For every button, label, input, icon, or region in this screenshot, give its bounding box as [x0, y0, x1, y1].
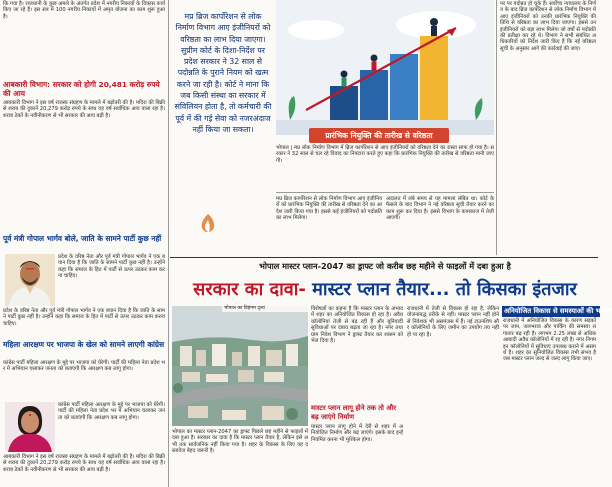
master-plan-subhead: मास्टर प्लान लागू होने तक तो और बढ़ जाएंगे निर्माण [311, 404, 397, 421]
left-headline-excise: आबकारी विभाग: सरकार को होगी 20,481 करोड़ रुपये की आय [3, 80, 160, 98]
master-plan-col2b: मास्टर प्लान लागू होने में देरी से शहर में अनियोजित निर्माण और बढ़ जाएंगे। इसके बाद इन्हें नियमित करना भी मुश्किल होगा। [311, 424, 403, 443]
pullquote-box [172, 0, 274, 212]
left-text-women-more: कांग्रेस पार्टी महिला आरक्षण के मुद्दे पर भाजपा को घेरेगी। पार्टी की महिला नेता प्रदेश भर में अभियान चलाकर जनता को बताएंगी कि आरक्षण कब लागू होगा। [58, 402, 165, 421]
bhopal-aerial-photo [172, 306, 308, 426]
left-text-excise: आबकारी विभाग ने इस वर्ष राजस्व संग्रहण के मामले में बढ़ोतरी की है। मदिरा की बिक्री से शराब की दुकानें 20,279 करोड़ रुपये के साथ यह वर्ष सर्वाधिक आय वाला रहा है। शराब ठेकों के नवीनीकरण से भी सरकार की आय बढ़ी है। [3, 100, 165, 119]
left-column-divider [168, 0, 169, 487]
master-plan-col3: राजधानी में तेजी से विकास हो रहा है, लेकिन योजनाबद्ध तरीके से नहीं। मास्टर प्लान नहीं होने से निवेशक भी असमंजस में हैं। नई टाउनशिप और कॉलोनियों के लिए जमीन का उपयोग तय नहीं हो पा रहा है। [407, 306, 499, 338]
woman-photo [5, 402, 55, 452]
seniority-col1: मप्र ब्रिज कार्पोरेशन से लोक निर्माण विभाग आए इंजीनियरों को प्रारंभिक नियुक्ति की तारीख से वरिष्ठता देने का आदेश जारी किया गया है। इससे कई इंजीनियरों को पदोन्नति का लाभ मिलेगा। [276, 196, 382, 222]
aerial-photo-caption: भोपाल का विहंगम दृश्य [222, 306, 310, 312]
left-text-bhargav: प्रदेश के वरिष्ठ नेता और पूर्व मंत्री गोपाल भार्गव ने एक बयान दिया है कि जाति के सामने पार्टी कुछ नहीं है। उन्होंने कहा कि समाज के हित में पार्टी से ऊपर उठकर काम करना चाहिए। [58, 254, 165, 280]
master-plan-col2: विशेषज्ञों का कहना है कि मास्टर प्लान के अभाव में शहर का अनियोजित विकास हो रहा है। अवैध कॉलोनियां तेजी से बढ़ रही हैं और बुनियादी सुविधाओं पर दबाव बढ़ता जा रहा है। नगर तथा ग्राम निवेश विभाग ने ड्राफ्ट तैयार कर शासन को भेज दिया है। [311, 306, 403, 345]
left-headline-women: महिला आरक्षण पर भाजपा के खेल को सामने लाएगी कांग्रेस [3, 340, 165, 349]
seniority-banner-text: प्रारंभिक नियुक्ति की तारीख से वरिष्ठता [325, 131, 433, 140]
master-plan-headline-red: सरकार का दावा- [193, 279, 306, 300]
master-plan-col1: भोपाल का मास्टर प्लान-2047 का ड्राफ्ट पिछले छह महीने से फाइलों में दबा हुआ है। सरकार का दावा है कि मास्टर प्लान तैयार है, लेकिन इसे अभी तक सार्वजनिक नहीं किया गया है। शहर के विकास के लिए यह दस्तावेज बेहद जरूरी है। [172, 429, 308, 455]
side-box-headline: अनियोजित विकास से समस्याओं की भरमार [504, 307, 612, 315]
bhargav-photo [5, 254, 55, 306]
seniority-col2: अदालत में लंबे समय से यह मामला लंबित था। कोर्ट के फैसले के बाद विभाग ने नई वरिष्ठता सूची तैयार करने का काम शुरू कर दिया है। इससे विभाग के कामकाज में तेजी आएगी। [386, 196, 494, 222]
seniority-lead-rule [276, 192, 494, 193]
left-text-women: कांग्रेस पार्टी महिला आरक्षण के मुद्दे पर भाजपा को घेरेगी। पार्टी की महिला नेता प्रदेश भर में अभियान चलाकर जनता को बताएंगी कि आरक्षण कब लागू होगा। [3, 360, 165, 373]
left-top-text: कि गया है। राजधानी के कुछ अमले के अंतर्गत प्रदेश में नगरीय निकायों के विकास कार्य किए जा रहे हैं। इस सत्र में 100 नगरीय निकायों में अमृत योजना का काम शुरू हुआ है। [3, 1, 165, 20]
left-text-bhargav-more: प्रदेश के वरिष्ठ नेता और पूर्व मंत्री गोपाल भार्गव ने एक बयान दिया है कि जाति के सामने पार्टी कुछ नहीं है। उन्होंने कहा कि समाज के हित में पार्टी से ऊपर उठकर काम करना चाहिए। [3, 308, 165, 327]
master-plan-kicker: भोपाल मास्टर प्लान-2047 का ड्राफ्ट जो करीब छह महीने से फाइलों में दबा हुआ है [259, 261, 511, 271]
master-plan-headline-main: मास्टर प्लान तैयार... तो किसका इंतजार [305, 279, 577, 300]
left-headline-bhargav: पूर्व मंत्री गोपाल भार्गव बोले, जाति के सामने पार्टी कुछ नहीं [3, 234, 162, 243]
side-box-text: राजधानी में अनियोजित विकास के कारण सड़कों पर जाम, जलभराव और पार्किंग की समस्या लगातार बढ़ रही है। लगभग 2.25 लाख से अधिक आबादी अवैध कॉलोनियों में रह रही है। नगर निगम इन कॉलोनियों में सुविधाएं उपलब्ध कराने में असमर्थ है। शहर का सुनियोजित विकास तभी संभव है जब मास्टर प्लान जल्द से जल्द लागू किया जाए। [503, 318, 596, 363]
seniority-banner [309, 128, 449, 143]
pullquote-ornament [196, 212, 220, 234]
pullquote-text: मप्र ब्रिज कार्पोरेशन से लोक निर्माण विभाग आए इंजीनियरों को वरिष्ठता का लाभ दिया जाएगा। सुप्रीम कोर्ट के दिशा-निर्देश पर प्रदेश सरकार ने 32 साल से पदोन्नति के पुराने नियम को खत्म करने जा रही है। कोर्ट ने माना कि जब किसी संस्था का सरकार में संविलियन होता है, तो कर्मचारी की पूर्व में की गई सेवा को नजरअंदाज नहीं किया जा सकता। [174, 12, 272, 134]
right-column-text: पर पर पदोन्नत हो चुके हैं। सर्वोच्च न्यायालय के निर्णय के बाद ब्रिज कार्पोरेशन से लोक निर्माण विभाग में आए इंजीनियरों को उनकी प्रारंभिक नियुक्ति की तिथि से वरिष्ठता का लाभ दिया जाएगा। इससे उन इंजीनियरों को बड़ा लाभ मिलेगा जो वर्षों से पदोन्नति की प्रतीक्षा कर रहे थे। विभाग ने सभी संबंधित अधिकारियों को निर्देश जारी किए हैं कि नई वरिष्ठता सूची के अनुसार आगे की कार्रवाई की जाए। [500, 1, 596, 52]
seniority-lead: भोपाल | मप्र लोक निर्माण विभाग में ब्रिज कार्पोरेशन से आए इंजीनियरों को वरिष्ठता देने का रास्ता साफ हो गया है। सरकार ने 32 साल से चल रहे विवाद का निपटारा करते हुए कहा कि प्रारंभिक नियुक्ति की तारीख से वरिष्ठता मानी जाएगी। [276, 145, 494, 164]
right-column-divider [496, 0, 497, 255]
promotion-illustration [276, 0, 494, 135]
left-text-women-bottom: आबकारी विभाग ने इस वर्ष राजस्व संग्रहण के मामले में बढ़ोतरी की है। मदिरा की बिक्री से शराब की दुकानें 20,279 करोड़ रुपये के साथ यह वर्ष सर्वाधिक आय वाला रहा है। शराब ठेकों के नवीनीकरण से भी सरकार की आय बढ़ी है। [3, 454, 165, 473]
left-column [0, 0, 168, 487]
master-plan-headline [172, 277, 598, 303]
master-plan-top-rule [170, 257, 598, 258]
